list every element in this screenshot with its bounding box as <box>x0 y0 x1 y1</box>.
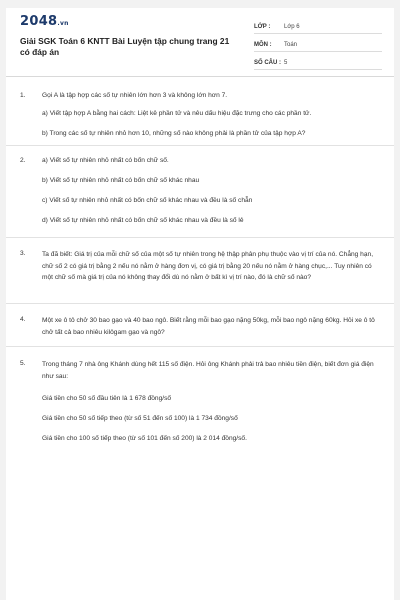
question-2 <box>20 156 382 236</box>
meta-table <box>254 16 382 70</box>
question-number: 5. <box>20 360 26 367</box>
divider <box>6 145 394 146</box>
meta-value: Lớp 6 <box>284 24 300 30</box>
question-number: 4. <box>20 316 26 323</box>
question-text: Trong tháng 7 nhà ông Khánh dùng hết 115 số điện. Hỏi ông Khánh phải trả bao nhiêu tiền điện, biết đơn giá điện như sau: <box>42 361 374 380</box>
question-number: 3. <box>20 250 26 257</box>
question-number: 2. <box>20 157 26 164</box>
logo-tld: .vn <box>57 20 69 27</box>
document-title: Giải SGK Toán 6 KNTT Bài Luyện tập chung trang 21 có đáp án <box>20 36 230 57</box>
meta-label: LỚP : <box>254 24 271 30</box>
meta-row-subject <box>254 34 382 52</box>
question-sub-c: c) Viết số tự nhiên nhỏ nhất có bốn chữ số khác nhau và đều là số chẵn <box>42 197 253 204</box>
divider <box>6 237 394 238</box>
question-text: Ta đã biết: Giá trị của mỗi chữ số của một số tự nhiên trong hệ thập phân phụ thuộc vào vị trí của nó. Chẳng hạn, chữ số 2 có giá trị bằng 2 nếu nó nằm ở hàng đơn vị, có giá trị bằng 20 nếu nó nằm ở hàng chục,... Tuy nhiên có một chữ số mà giá trị của nó không thay đổi dù nó nằm ở bất kì vị trí nào, đó là chữ số nào? <box>42 251 374 281</box>
question-3 <box>20 249 382 297</box>
meta-value: 5 <box>284 60 288 66</box>
logo-text: 2048 <box>20 14 58 29</box>
question-4 <box>20 315 382 339</box>
question-sub-d: d) Viết số tự nhiên nhỏ nhất có bốn chữ số khác nhau và đều là số lẻ <box>42 217 244 224</box>
price-tier-2: Giá tiền cho 50 số tiếp theo (từ số 51 đến số 100) là 1 734 đồng/số <box>42 415 238 422</box>
meta-label: MÔN : <box>254 42 272 48</box>
question-1 <box>20 91 382 151</box>
question-text: Một xe ô tô chở 30 bao gạo và 40 bao ngô. Biết rằng mỗi bao gạo nặng 50kg, mỗi bao ngô nặng 60kg. Hỏi xe ô tô chở tất cả bao nhiêu kilôgam gạo và ngô? <box>42 317 375 336</box>
divider <box>6 303 394 304</box>
meta-row-count <box>254 52 382 70</box>
price-tier-1: Giá tiền cho 50 số đầu tiên là 1 678 đồng/số <box>42 395 172 402</box>
meta-row-grade <box>254 16 382 34</box>
question-sub-a: a) Viết tập hợp A bằng hai cách: Liệt kê phần tử và nêu dấu hiệu đặc trưng cho các phần tử. <box>42 110 312 117</box>
site-logo[interactable] <box>20 14 69 29</box>
meta-value: Toán <box>284 42 298 48</box>
divider <box>6 346 394 347</box>
question-text: a) Viết số tự nhiên nhỏ nhất có bốn chữ số. <box>42 157 169 164</box>
question-text: Gọi A là tập hợp các số tự nhiên lớn hơn 3 và không lớn hơn 7. <box>42 92 228 99</box>
question-number: 1. <box>20 92 26 99</box>
question-sub-b: b) Viết số tự nhiên nhỏ nhất có bốn chữ số khác nhau <box>42 177 200 184</box>
question-5 <box>20 359 382 459</box>
document-page <box>6 8 394 600</box>
question-sub-b: b) Trong các số tự nhiên nhỏ hơn 10, những số nào không phải là phần tử của tập hợp A? <box>42 130 306 137</box>
document-header <box>6 8 394 77</box>
meta-label: SỐ CÂU : <box>254 60 281 66</box>
price-tier-3: Giá tiền cho 100 số tiếp theo (từ số 101 đến số 200) là 2 014 đồng/số. <box>42 435 247 442</box>
